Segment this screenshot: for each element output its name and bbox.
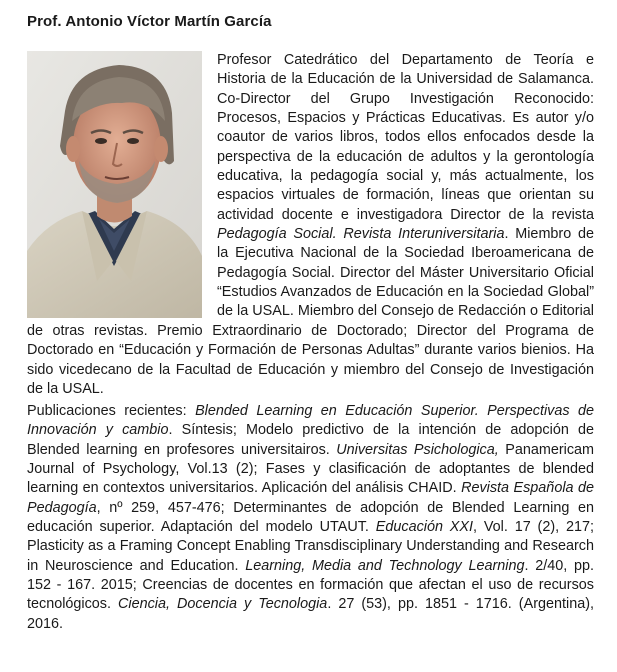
- bio-journal-title: Pedagogía Social. Revista Interuniversitaria: [217, 226, 505, 243]
- photo-float-spacer: [27, 51, 217, 321]
- pub-text: . Síntesis; Modelo predictivo de la intención de adopción de Blended learning en profesores universitairos.: [27, 422, 594, 458]
- pub-text: , Vol. 17 (2), 217; Plasticity as a Framing Concept Enabling Transdisciplinary Understanding and Research in Neuroscience and Education.: [27, 519, 594, 574]
- pub-title: Educación XXI: [375, 519, 474, 536]
- publications-paragraph: [27, 402, 594, 634]
- pub-title: Universitas Psichologica,: [336, 441, 499, 458]
- pub-title: Ciencia, Docencia y Tecnologia: [118, 596, 328, 613]
- bio-text-2: . Miembro de la Ejecutiva Nacional de la Sociedad Iberoamericana de Pedagogía Social. Director del Máster Universitario Oficial “Estudios Avanzados de Educación en la Sociedad Global” de la USAL. Miembro del Consejo de Redacción o Editorial de otras revistas. Premio Extraordinario de Doctorado; Director del Programa de Doctorado en “Educación y Formación de Personas Adultas” durante varios bienios. Ha sido vicedecano de la Facultad de Educación y miembro del Consejo de Investigación de la USAL.: [27, 226, 594, 397]
- pub-text: . 2/40, pp. 152 - 167. 2015; Creencias de docentes en formación que afectan el uso de recursos tecnológicos.: [27, 557, 595, 613]
- pub-title: Learning, Media and Technology Learning: [245, 557, 525, 574]
- author-name-heading: Prof. Antonio Víctor Martín García: [27, 13, 272, 30]
- pub-text: Publicaciones recientes:: [27, 403, 196, 419]
- pub-text: Panamericam Journal of Psychology, Vol.13 (2); Fases y clasificación de adoptantes de blended learning en contextos universitarios. Aplicación del análisis CHAID.: [27, 441, 595, 497]
- pub-text: , nº 259, 457-476; Determinantes de adopción de Blended Learning en educación superior. Adaptación del modelo UTAUT.: [27, 499, 594, 536]
- pub-text: . 27 (53), pp. 1851 - 1716. (Argentina), 2016.: [27, 596, 594, 632]
- biography-paragraph: [27, 51, 594, 399]
- bio-text-1: Profesor Catedrático del Departamento de Teoría e Historia de la Educación de la Universidad de Salamanca. Co-Director del Grupo Investigación Reconocido: Procesos, Espacios y Prácticas Educativas. Es autor y/o coautor de varios libros, todos ellos enfocados desde la perspectiva de la educación de adultos y la gerontología educativa, la pedagogía social y, más actualmente, los espacios virtuales de formación, líneas que orientan su actividad docente e investigadora Director de la revista: [217, 52, 594, 223]
- pub-title: Revista Española de Pedagogía: [27, 480, 594, 516]
- pub-title: Blended Learning en Educación Superior. Perspectivas de Innovación y cambio: [27, 403, 594, 439]
